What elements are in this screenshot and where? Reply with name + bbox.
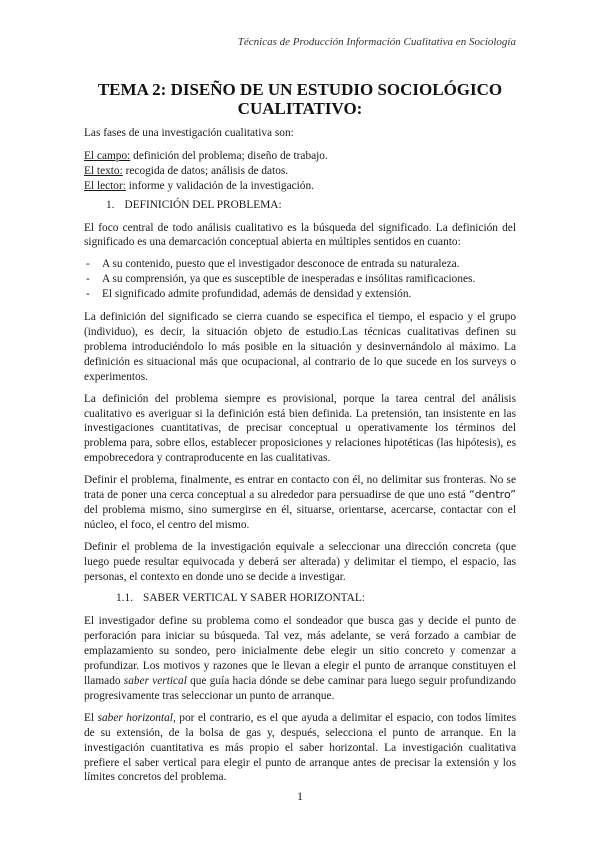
page-title	[84, 80, 516, 118]
list-item: - El significado admite profundidad, además de densidad y extensión.	[84, 287, 516, 302]
phase-label: El texto:	[84, 164, 123, 177]
section-heading-1-1	[84, 591, 516, 606]
title-line-1: TEMA 2: DISEÑO DE UN ESTUDIO SOCIOLÓGICO	[97, 80, 503, 99]
list-item: - A su comprensión, ya que es susceptible de inesperadas e insólitas ramificaciones.	[84, 272, 516, 287]
paragraph-6	[84, 614, 516, 703]
running-header: Técnicas de Producción Información Cualitativa en Sociología	[237, 36, 516, 48]
phases-list	[84, 149, 516, 194]
emphasis-saber-vertical: saber vertical	[123, 675, 187, 687]
paragraph-7	[84, 711, 516, 786]
phase-text: definición del problema; diseño de trabajo.	[130, 149, 328, 162]
paragraph-4-end: del problema mismo, sino sumergirse en él, situarse, orientarse, acercarse, contactar con el núcleo, el foco, el centro del mismo.	[84, 503, 516, 531]
paragraph-6-end: que guía hacia dónde se debe caminar para luego seguir profundizando progresivamente tras seleccionar un punto de arranque.	[84, 675, 516, 702]
intro-paragraph: Las fases de una investigación cualitativa son:	[84, 127, 294, 139]
phase-lector	[84, 179, 516, 194]
title-line-2: CUALITATIVO:	[237, 99, 363, 118]
phase-text: recogida de datos; análisis de datos.	[122, 164, 289, 177]
paragraph-5: Definir el problema de la investigación equivale a seleccionar una dirección concreta (que luego puede resultar equivocada y deberá ser alterada) y delimitar el tiempo, el espacio, las personas, el contexto en donde uno se decide a investigar.	[84, 540, 516, 583]
body-content	[84, 126, 516, 792]
phase-label: El campo:	[84, 149, 131, 162]
paragraph-4	[84, 473, 516, 533]
list-item: - A su contenido, puesto que el investigador desconoce de entrada su naturaleza.	[84, 257, 516, 272]
paragraph-1: El foco central de todo análisis cualitativo es la búsqueda del significado. La definición del significado es una demarcación conceptual abierta en múltiples sentidos en cuanto:	[84, 221, 516, 249]
phase-texto	[84, 164, 516, 179]
section-title: SABER VERTICAL Y SABER HORIZONTAL:	[143, 592, 365, 605]
section-title: DEFINICIÓN DEL PROBLEMA:	[124, 198, 282, 211]
phase-text: informe y validación de la investigación.	[125, 179, 314, 192]
phase-label: El lector:	[84, 179, 126, 192]
section-number: 1.1.	[116, 592, 134, 605]
paragraph-3: La definición del problema siempre es provisional, porque la tarea central del análisis cualitativo es averiguar si la definición está bien definida. La pretensión, tan insistente en las investigaciones cuantitativas, de precisar conceptual u operativamente los términos del problema para, sobre ellos, establecer proposiciones y relaciones hipotéticas (las hipótesis), es empobrecedora y contraproducente en las cualitativas.	[84, 392, 516, 465]
paragraph-7-end: por el contrario, es el que ayuda a delimitar el espacio, con todos límites de su extensión, de la bolsa de gas y, después, selecciona el punto de arranque. En la investigación cuantitativa es más propio el saber horizontal. La investigación cualitativa prefiere el saber vertical para elegir el punto de arranque antes de precisar la extensión y los límites concretos del problema.	[84, 711, 516, 784]
dentro-quote: “dentro”	[468, 488, 516, 502]
section-number: 1.	[106, 198, 115, 211]
paragraph-6-start: El investigador define su problema como el sondeador que busca gas y decide el punto de perforación para iniciar su búsqueda. Tal vez, más adelante, se verá forzado a cambiar de emplazamiento su sondeo, pero inicialmente debe elegir un sitio concreto y comenzar a profundizar. Los motivos y razones que le llevan a elegir el punto de arranque constituyen el llamado	[84, 615, 516, 687]
paragraph-7-start: El	[84, 711, 98, 724]
bullet-list	[84, 257, 516, 302]
paragraph-2: La definición del significado se cierra cuando se especifica el tiempo, el espacio y el grupo (individuo), es decir, la situación objeto de estudio.Las técnicas cualitativas definen su problema introduciéndolo lo más posible en la situación y desinvernándolo al máximo. La definición es situacional más que ocupacional, al contrario de lo que sucede en los surveys o experimentos.	[84, 311, 516, 383]
emphasis-saber-horizontal: saber horizontal,	[97, 711, 176, 724]
page-number: 1	[297, 789, 303, 803]
section-heading-1	[84, 198, 516, 213]
phase-campo	[84, 149, 516, 164]
paragraph-4-start: Definir el problema, finalmente, es entrar en contacto con él, no delimitar sus fronteras. No se trata de poner una cerca conceptual a su alrededor para persuadirse de que uno está	[84, 474, 516, 502]
